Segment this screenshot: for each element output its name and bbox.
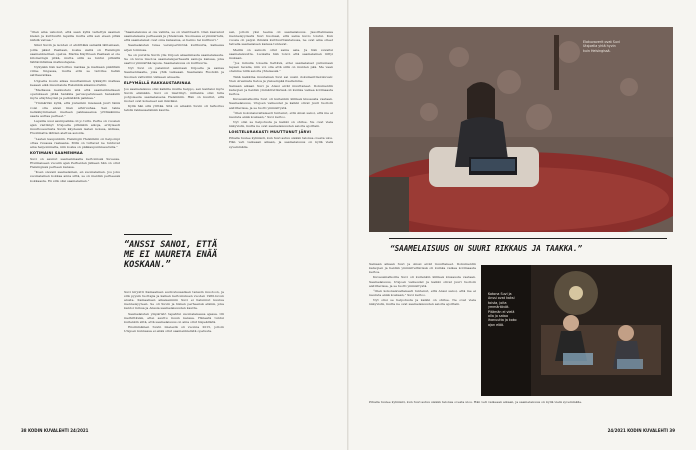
text-column-3 xyxy=(229,30,333,425)
paragraph: Jos saamelaisuus olisi kaikille muille helppo, sen kantaisi myös Suvin elämään. Suvi on miettinyt, millaista olisi tulla pohjoisesta saamelaisena Helsinkiin. Hän on kuullut, että monet ovat kokeneet sen ikäväksi. xyxy=(124,86,224,103)
paragraph: Samaan aikaan Suvi ja Anssi eivät muuttaneet. Dokumentin katsojien ja heidän ymmärrettävissä oli kuinka vaikea kotimaasta kertoa. xyxy=(229,83,333,97)
paragraph: Suvi on asunut saamenmaalla kertomissä Suvessa. Etulmaiseen vuosiin ajan Perheiden jälkeen hän on ollut Helsingissä perheen kanssa. xyxy=(30,156,120,170)
paragraph: Kyllä hän sitä yrittää. Sitä on ainakin Suvin oli tarkoitus tehdä rakkauselämän kautta. xyxy=(124,104,224,113)
paragraph: Ensimmäinen Suvin mielestä oli vuonna 2015, jolloin Utsjoen kunnassa ei enää ollut saamenkielistä opetusta. xyxy=(124,325,224,334)
text-column-2 xyxy=(124,30,224,235)
column-2b-paragraphs xyxy=(124,87,224,113)
night-room-illustration xyxy=(481,265,672,396)
text-column-1 xyxy=(30,30,120,425)
paragraph: Saamelaisten ympäristö tapahtui suomalaisessa ajassa. Oli merkittävää, ettei asuttu muun kanssa. Hänestä tuntui kuitenkin siltä, että saamelaisuus on aina ollut häpeällistä. xyxy=(124,311,224,324)
text-column-2c xyxy=(124,290,224,425)
paragraph: Samaan aikaan Suvi ja Anssi eivät muuttaneet. Dokumentin katsojien ja heidän ymmärrettävissä oli kuinka vaikea kotimaasta kertoa. xyxy=(369,262,476,275)
paragraph: “Jos minulla toisella tiettävä, ettei saamelaiset puhumaan lapsen tavalle, niin voi olla että siitä on muiden pää. Me vaan otamme niitä asioita yhteisessä.” xyxy=(229,61,333,74)
paragraph: Unjoella koulu alkaa muuttaminen lykkäytti matkaa kesaan eikä muunlaista Helsinkiä aikamuoristiin. xyxy=(30,78,120,87)
paragraph: Pihalla tuulee kylmästi, kun Suvi astuu sisään talonsa ovesta ulos. Hän veti vaikeaan aikaan, ja saamelaisuus on kyllä vielä syvemmälle. xyxy=(369,400,583,404)
column-4-paragraphs xyxy=(369,262,476,307)
subheading-kotimaini: KOTIMAINI SAAMENMAA xyxy=(30,150,83,155)
paragraph: Nyt olisi se helpotusta ja kaikki on ohitse. Ne ovat viela näkyvistä, mutta ne ovat saamelaisuuden asioita ajoittain. xyxy=(369,298,476,307)
pull-quote-2: “SAAMELAISUUS ON SUURI RIKKAUS JA TAAKKA.” xyxy=(390,244,583,253)
paragraph: Meillä on samoin ollut sama asia. Ja hän suvaitsi saamelaisuutta. Luokalla hän toivoi että saamelainen liittyi mukaan. xyxy=(229,47,333,60)
paragraph: “Saamelaisuus ei ole valinta, se on identiteetti. Olen kasvanut saamelaisena perheessä ja yhteisössä. Suomessa ei ymmärretä, että saamelaiset ovat oma kansansa, ei heimo tai kulttuuri.” xyxy=(124,30,224,43)
paragraph: “Ymmärrän kyllä, että joidenkin mielessä juuri tämä voisi olla aivan liian arkiruuhaa. Sen takia nelisäkymmenen meiteen pakkaseensa yrittäsämme saada auttaa perheet.” xyxy=(30,101,120,118)
column-3c-paragraphs xyxy=(229,136,333,148)
pull-quote-rule-top xyxy=(124,234,172,235)
pull-quote-1: “ANSSI SANOI, ETTÄ ME EI NAURETA ENÄÄ KOSKAAN.” xyxy=(124,240,218,270)
subheading-loistelu: LOISTELURAKASTI MUUTTUNUT JÄRVI xyxy=(229,130,312,135)
photo-couple-with-laptops xyxy=(481,265,672,396)
column-2c-paragraphs xyxy=(124,290,224,333)
column-2-paragraphs xyxy=(124,30,224,79)
paragraph: “Mediassa keskustelu sitä että saamenkieliseen opetukseen pitää hankkia perusopetukseen hanaksiin myös etäyhteyden ja pelkistäitä paikkaa.” xyxy=(30,87,120,101)
page-gutter xyxy=(347,0,349,450)
paragraph: “Olen aina uskonut, että saan kyllä valtettyä saamen kielen ja kulttuurin lapsille mutta että sen eteen pitää nähdä vaivaa.” xyxy=(30,30,120,43)
paragraph: Sikst Suvin ja isoiden ol ehdittäkä samallä lähtemaan, joilla pääst Pasilaan, koska siellä on Helsingin saamenkielinen opetus. Marka Käyttöeen Pasilaan ei ole kilometrejä pitkä, mutta siitä se tuntui pitkältä tähtävintäinsa matkustajana. xyxy=(30,43,120,64)
paragraph: Suvi kirjoitti Kamaalisen audiovisuaalisen tanssin muotoon, ja sitä pyysin tuottajia ja kaiken kertomuksen vuoden 1960-luvun alusta. Kamaalisen aikaisemmin Suvi ei halunnut kuulua menneisyyteen. Se oli Suvin ja hänen perheensä elämä, joka kantoi minua ja Anssia saamelaisuuden kautta. xyxy=(124,290,224,311)
paragraph: Kuvausmatkoilla Suvi oli kuitenkin kiihkeä kiusausta vastaan. Saamelaisuus, Utsjoen vaikeudet ja kaikki olivat juuri tuolloin aistittavissa, ja se tuotti ymmärrystä. xyxy=(369,275,476,288)
bedroom-scene-illustration xyxy=(369,27,673,232)
column-3b-paragraphs xyxy=(229,84,333,129)
paragraph: Pihalla tuulee kylmästi, kun Suvi astuu sisään talonsa ovesta ulos. Hän veti vaikeaan aikaan, ja saamelaisuus on kyllä vielä syvemmälle. xyxy=(229,136,333,149)
column-1-paragraphs xyxy=(30,30,120,149)
paragraph: Saamelaisten tulee verenperintönä kulttuuria, kaikessa arjen toimissa. xyxy=(124,43,224,52)
paragraph: Tänä kaikkina muutaman Suvi sai uusin dokumenttielokuvan: Vien Aresmata tietoa ja yleisempää itsellemme. xyxy=(229,74,333,83)
text-column-5 xyxy=(369,400,673,426)
paragraph: sen, jolloin yksi teema oli saamelaisuus. Jasoittelmassa menneisyydestä Suvi huomasi, että sama kuvio toistui. Kun vuosia oli paljon ihmisiä kulttuuritaistelussa, ne ovat aina olleet talvella saamelaisen kanssa tuntevat. xyxy=(229,30,333,47)
paragraph: “Lasten kaupunkiin. Helsingin Helsinkiin on helpompi ottaa ruuassa raskaana. Mitä on tuttavat ne tuntuvat aina helpommalta, niin koska on pääkaupunkiseudulla.” xyxy=(30,136,120,149)
paragraph: Nyt olisi se helpotusta ja kaikki on ohitse. Ne ovat viela näkyvistä, mutta ne ovat saamelaisuuden asioita ajoittain. xyxy=(229,120,333,129)
footer-right-folio: 24/2021 KODIN KUVALEHTI 39 xyxy=(607,428,675,433)
pull-quote-rule-2 xyxy=(389,238,667,239)
subheading-elpymalla: ELPYMÄLLÄ RAKKAUSTARINAA xyxy=(124,80,191,85)
paragraph: “Olen kokonaisvaltaisesti tuntenut, että Anssi sanoi, että me ei naureta enää koskaan,” Suvi kertoo. xyxy=(229,110,333,119)
column-5-paragraphs xyxy=(369,400,673,404)
photo-caption-1: Elokuvaverit ovat Suvi Utsjoella yhtä hyvin kuin Helsingissä. xyxy=(583,40,620,53)
paragraph: “Olen kokonaisvaltaisesti tuntenut, että Anssi sanoi, että me ei naureta enää koskaan,” Suvi kertoo. xyxy=(369,288,476,298)
paragraph: Se on puretta Suvin ylle Unjoen akaemmasta saamelaisesta. Se on kuva muotoa saamelaisperheestä samoja kansaa, joka saattoi ymmärtää lapsia. Saamelaisuus on kulttuuria. xyxy=(124,52,224,66)
column-1b-paragraphs xyxy=(30,157,120,183)
photo-caption-2: Kotona Suvi ja Anssi ovat kaksi toista, joita ymmärtävät. Pitämän ei vielä olla jo sataa ihanuutta ja koko ajan elää. xyxy=(488,292,517,327)
paragraph: Nykyään hän kertoittuu matkaa ja matkaan päätitäin viime tingassa, mutta että se tarvitse hetän satttaavatkaa. xyxy=(30,65,120,78)
photo-woman-with-laptop xyxy=(369,27,673,232)
paragraph: Kuvausmatkoilla Suvi oli kuitenkin kiihkeä kiusausta vastaan. Saamelaisuus, Utsjoen vaikeudet ja kaikki olivat juuri tuolloin aistittavissa, ja se tuotti ymmärrystä. xyxy=(229,97,333,110)
column-3-paragraphs xyxy=(229,30,333,83)
footer-left-folio: 38 KODIN KUVALEHTI 24/2021 xyxy=(21,428,89,433)
paragraph: “Koen olevani saamelainen, en suomalainen. Jos joku suomalainen kokkaa anna sittä, se on meidän perheessä kokkaasta. En sitä olisi saamelainen.” xyxy=(30,170,120,183)
paragraph: Nyt Suvi on palannut asumaan Unjoelle ja samaa Saamenmaalle, joka yhtä vaikeaan. Saamelais Ruotsiin ja Suomen valtioihin väliseen alueelle. xyxy=(124,66,224,79)
paragraph: Lapsille uusi asuinpaikka oli jo tuttu. Perhe on vuosien ajan viettänyt Utsjoella pitkiäkin aikoja, erityisesti muuttoseudusta Suvin käydessä lasten isoissa, äidissa, Huolimatta lähtien alettua asioida. xyxy=(30,119,120,136)
